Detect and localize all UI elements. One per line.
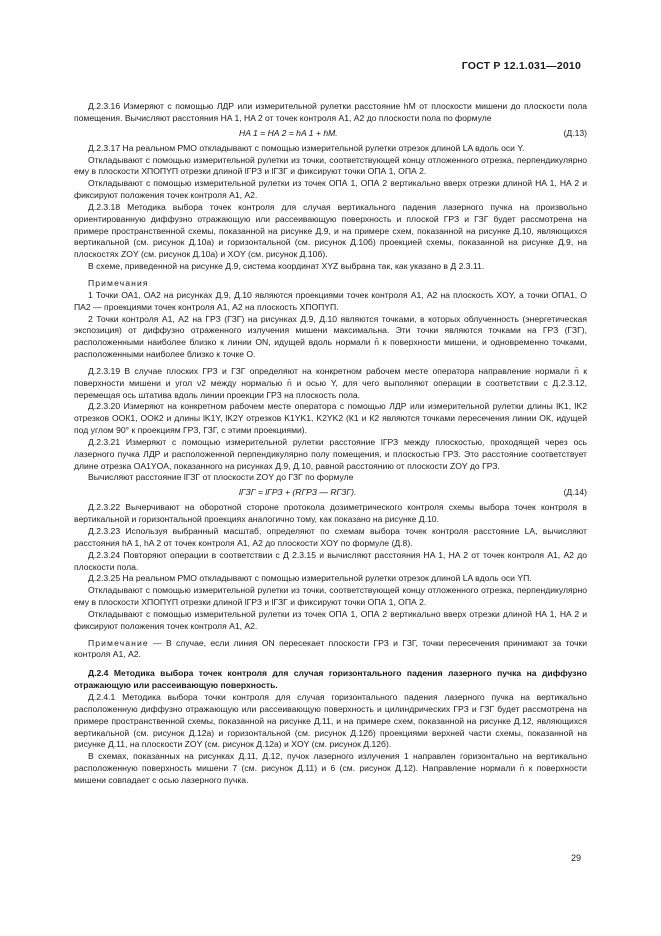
formula-d13-expression: HA 1 = HA 2 = hA 1 + hM.: [239, 127, 338, 138]
standard-header: ГОСТ Р 12.1.031—2010: [461, 60, 581, 72]
notes-heading: [74, 278, 587, 290]
formula-d13: [74, 128, 587, 141]
note-text: — В случае, если линия ON пересекает плоскости ГРЗ и ГЗГ, точки пересечения принимают за точки контроля А1, А2.: [74, 637, 587, 660]
paragraph-d2317-c: Откладывают с помощью измерительной рулетки из точек ОПА 1, ОПА 2 вертикально вверх отрезки длиной HA 1, HA 2 и фиксируют положения точек контроля А1, А2.: [74, 178, 587, 201]
paragraph-d2318: Д.2.3.18 Методика выбора точек контроля для случая вертикального падения лазерного пучка на произвольно ориентированную диффузно отражающую или рассеивающую поверхность и плоской ГРЗ и ГЗГ будет рассмотрена на примере пространственной схемы, показанной на рисунке Д.9, и на примере схем, показанной на рисунке Д.10, являющихся вертикальной (см. рисунок Д.10а) и горизонтальной (см. рисунок Д.10б) проекцией схемы, показанной на рисунке Д.9, на плоскостях ZOY (см. рисунок Д.10а) и XOY (см. рисунок Д.10б).: [74, 201, 587, 260]
formula-d14: [74, 487, 587, 500]
paragraph-d2325-b: Откладывают с помощью измерительной рулетки из точки, соответствующей концу отложенного отрезка, перпендикулярно ему в плоскости XПОПYП отрезки длиной lГРЗ и lГЗГ и фиксируют точки ОПА 1, ОПА 2.: [74, 585, 587, 608]
paragraph-d2320: Д.2.3.20 Измеряют на конкретном рабочем месте оператора с помощью ЛДР или измерительной рулетки длины lK1, lK2 отрезков ООК1, ООК2 и длины lK1Y, lK2Y отрезков K1YK1, K2YK2 (К1 и К2 являются точками пересечения линии ОК, идущей под углом 90° к проекциям ГРЗ, ГЗГ, с этими проекциями).: [74, 401, 587, 436]
note-1: 1 Точки ОА1, ОА2 на рисунках Д.9, Д.10 являются проекциями точек контроля А1, А2 на плоскость XOY, а точки ОПА1, О ПА2 — проекциями точек контроля А1, А2 на плоскость XПОПYП.: [74, 289, 587, 312]
paragraph-d2319: Д.2.3.19 В случае плоских ГРЗ и ГЗГ определяют на конкретном рабочем месте оператора направление нормали n̄ к поверхности мишени и угол ν2 между нормалью n̄ и осью Y, для чего выполняют операции в соответствии с Д.2.3.12, перемещая ось штатива вдоль линии проекции ГРЗ на плоскость пола.: [74, 365, 587, 400]
paragraph-d2322: Д.2.3.22 Вычерчивают на оборотной стороне протокола дозиметрического контроля схемы выбора точек контроля в вертикальной и горизонтальной проекциях аналогично тому, как показано на рисунке Д.10.: [74, 502, 587, 525]
page-number: 29: [570, 853, 581, 863]
note-2: 2 Точки контроля А1, А2 на ГРЗ (ГЗГ) на рисунках Д.9, Д.10 являются точками, в которых облученность (энергетическая экспозиция) от диффузно отраженного излучения мишени максимальна. Эти точки являются точками на ГРЗ (ГЗГ), расположенными наиболее близко к линии ON, идущей вдоль нормали n̄ к поверхности мишени, и одновременно точками, расположенными наиболее близко к точке О.: [74, 313, 587, 360]
notes-label: Примечания: [88, 277, 149, 288]
paragraph-d2318-b: В схеме, приведенной на рисунке Д.9, система координат XYZ выбрана так, как указано в Д 2.3.11.: [88, 261, 485, 272]
paragraph-d2321: Д.2.3.21 Измеряют с помощью измерительной рулетки расстояние lГРЗ между плоскостью, проходящей через ось лазерного пучка ЛДР и расположенной перпендикулярно полу помещения, и плоскостью ГРЗ. Это расстояние соответствует длине отрезка OA1YOA, показанного на рисунках Д.9, Д.10, равной расстоянию от плоскости ZOY до ГРЗ.: [74, 436, 587, 471]
formula-d14-number: (Д.14): [563, 487, 587, 498]
paragraph-d241: Д.2.4.1 Методика выбора точки контроля для случая горизонтального падения лазерного пучка на вертикально расположенную диффузно отражающую или рассеивающую поверхность и цилиндрических ГРЗ и ГЗГ будет рассмотрена на примере пространственной схемы, показанной на рисунке Д.11, и на примере схем, показанной на рисунке Д.12, являющихся вертикальной (см. рисунок Д.12а) и горизонтальной (см. рисунок Д.12б) проекциями верхней части схемы, показанной на рисунке Д.11, на плоскости ZOY (см. рисунок Д.12а) и XOY (см. рисунок Д.12б).: [74, 691, 587, 750]
section-heading-d24: Д.2.4 Методика выбора точек контроля для случая горизонтального падения лазерного пучка на диффузно отражающую или рассеивающую поверхность.: [74, 668, 587, 691]
formula-d14-expression: lГЗГ = lГРЗ + (RГРЗ — RГЗГ).: [239, 487, 357, 498]
page-content: [74, 101, 587, 787]
paragraph-d2325-c: Откладывают с помощью измерительной рулетки из точек ОПА 1, ОПА 2 вертикально вверх отрезки длиной HA 1, HA 2 и фиксируют положения точек контроля А1, А2.: [74, 608, 587, 631]
note-single: [74, 638, 587, 662]
paragraph-d2325: Д.2.3.25 На реальном РМО откладывают с помощью измерительной рулетки отрезок длиной LA вдоль оси YП.: [88, 573, 532, 584]
paragraph-d2317-b: Откладывают с помощью измерительной рулетки из точки, соответствующей концу отложенного отрезка, перпендикулярно ему в плоскости XПОПYП отрезки длиной lГРЗ и lГЗГ и фиксируют точки ОПА 1, ОПА 2.: [74, 154, 587, 177]
paragraph-d2317: Д.2.3.17 На реальном РМО откладывают с помощью измерительной рулетки отрезок длиной LA вдоль оси Y.: [88, 142, 525, 153]
formula-d13-number: (Д.13): [563, 127, 587, 138]
paragraph-d241-b: В схемах, показанных на рисунках Д.11, Д.12, пучок лазерного излучения 1 направлен горизонтально на вертикально расположенную поверхность мишени 7 (см. рисунок Д.11) и 6 (см. рисунок Д.12). Направление нормали n̄ к поверхности мишени совпадает с осью лазерного пучка.: [74, 751, 587, 785]
note-label: Примечание: [88, 637, 149, 648]
paragraph-d2316: Д.2.3.16 Измеряют с помощью ЛДР или измерительной рулетки расстояние hM от плоскости мишени до плоскости пола помещения. Вычисляют расстояния HA 1, HA 2 от точек контроля А1, А2 до плоскости пола по формуле: [74, 101, 587, 123]
paragraph-d2324: Д.2.3.24 Повторяют операции в соответствии с Д 2.3.15 и вычисляют расстояния HA 1, HA 2 от точек контроля А1, А2 до плоскости пола.: [74, 549, 587, 572]
paragraph-d2321-b: Вычисляют расстояние lГЗГ от плоскости ZOY до ГЗГ по формуле: [88, 472, 354, 483]
paragraph-d2323: Д.2.3.23 Используя выбранный масштаб, определяют по схемам выбора точек контроля расстояние LA, вычисляют расстояния hA 1, hA 2 от точек контроля А1, А2 до плоскости XOY по формуле (Д.8).: [74, 526, 587, 548]
